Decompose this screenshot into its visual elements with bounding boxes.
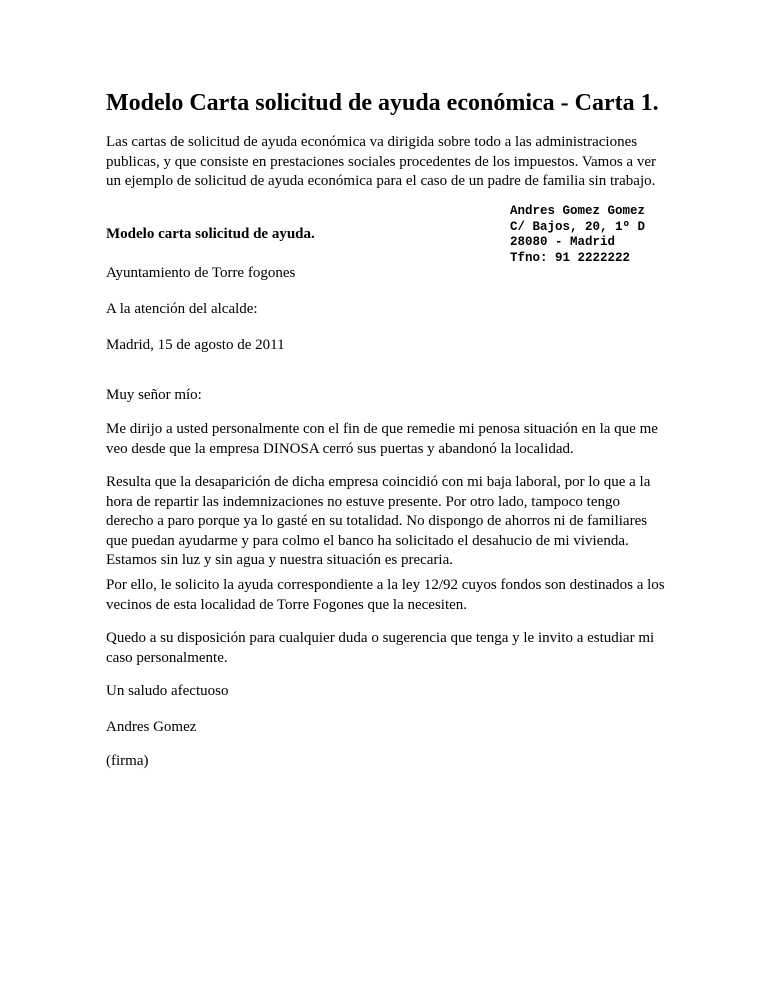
letter-attention: A la atención del alcalde: — [106, 301, 258, 317]
intro-paragraph: Las cartas de solicitud de ayuda económica va dirigida sobre todo a las administraciones publicas, y que consiste en prestaciones sociales procedentes de los impuestos. Vamos a ver un ejemplo de solicitud de ayuda económica para el caso de un padre de familia sin trabajo. — [106, 134, 656, 189]
letter-paragraph: Me dirijo a usted personalmente con el fin de que remedie mi penosa situación en la que me veo desde que la empresa DINOSA cerró sus puertas y abandonó la localidad. — [106, 421, 658, 457]
letter-recipient: Ayuntamiento de Torre fogones — [106, 265, 296, 281]
sender-name: Andres Gomez Gomez — [510, 204, 646, 218]
sender-phone: Tfno: 91 2222222 — [510, 250, 631, 265]
letter-date: Madrid, 15 de agosto de 2011 — [106, 337, 285, 353]
sender-address-block — [510, 204, 645, 266]
letter-paragraph: Resulta que la desaparición de dicha empresa coincidió con mi baja laboral, por lo que a la hora de repartir las indemnizaciones no estuve presente. Por otro lado, tampoco tengo derecho a paro porque ya lo gasté en su totalidad. No dispongo de ahorros ni de familiares que puedan ayudarme y para colmo el banco ha solicitado el desahucio de mi vivienda. Estamos sin luz y sin agua y nuestra situación es precaria. — [106, 474, 651, 568]
letter-signature: Andres Gomez — [106, 719, 197, 735]
letter-greeting: Muy señor mío: — [106, 387, 202, 403]
signature-note: (firma) — [106, 753, 149, 769]
sender-street: C/ Bajos, 20, 1º D — [510, 219, 646, 234]
letter-closing: Un saludo afectuoso — [106, 683, 229, 699]
sender-city: 28080 - Madrid — [510, 235, 616, 249]
document-title: Modelo Carta solicitud de ayuda económica - Carta 1. — [106, 90, 659, 116]
letter-paragraph: Por ello, le solicito la ayuda correspondiente a la ley 12/92 cuyos fondos son destinados a los vecinos de esta localidad de Torre Fogones que la necesiten. — [106, 577, 665, 613]
letter-paragraph: Quedo a su disposición para cualquier duda o sugerencia que tenga y le invito a estudiar mi caso personalmente. — [106, 630, 655, 666]
section-subtitle: Modelo carta solicitud de ayuda. — [106, 226, 315, 242]
